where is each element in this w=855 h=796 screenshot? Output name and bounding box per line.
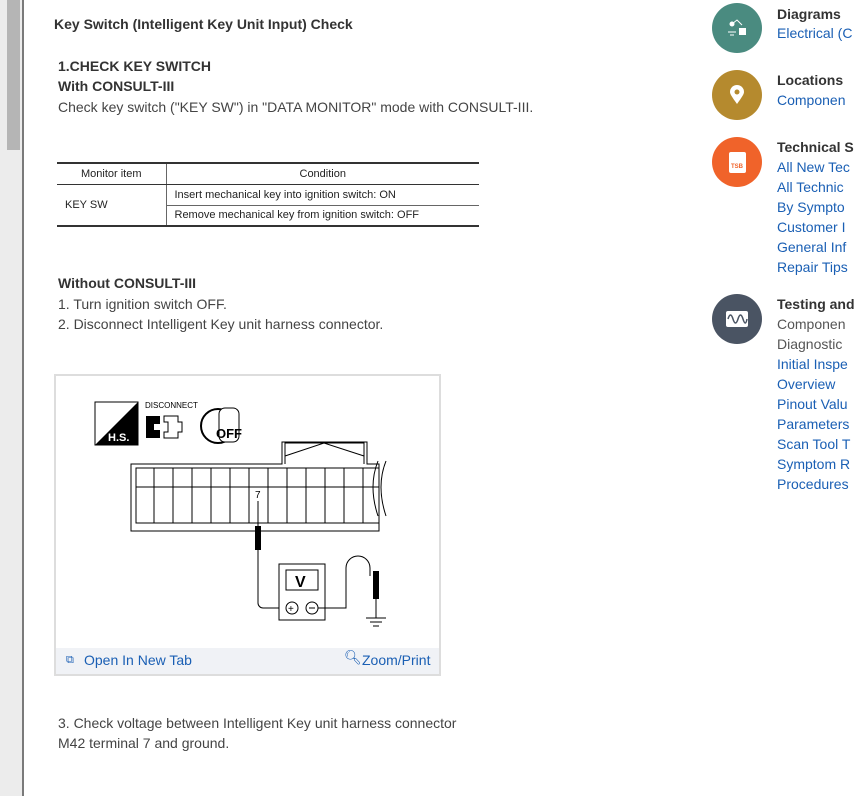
testing-item: Diagnostic [777, 336, 843, 352]
monitor-item: KEY SW [57, 184, 166, 226]
monitor-table [57, 162, 479, 227]
testing-link[interactable]: Overview [777, 376, 836, 392]
testing-link[interactable]: Pinout Valu [777, 396, 848, 412]
testing-link[interactable]: Parameters [777, 416, 850, 432]
terminal-label: 7 [255, 490, 261, 501]
page-title: Key Switch (Intelligent Key Unit Input) Check [54, 16, 353, 32]
condition: Insert mechanical key into ignition switch: ON [166, 184, 479, 205]
location-pin-icon[interactable] [712, 70, 762, 120]
open-in-new-tab-link[interactable]: Open In New Tab [84, 652, 192, 668]
divider [22, 0, 24, 796]
diagrams-icon[interactable] [712, 3, 762, 53]
tsb-link[interactable]: All Technic [777, 179, 844, 195]
locations-heading: Locations [777, 72, 844, 88]
step3-line: 3. Check voltage between Intelligent Key unit harness connector [58, 715, 457, 731]
testing-link[interactable]: Symptom R [777, 456, 851, 472]
col-condition: Condition [166, 163, 479, 184]
step: 1. Turn ignition switch OFF. [58, 296, 227, 312]
testing-link[interactable]: Procedures [777, 476, 849, 492]
waveform-icon[interactable] [712, 294, 762, 344]
scrollbar-thumb[interactable] [7, 0, 20, 150]
testing-heading: Testing and [777, 296, 855, 312]
figure [54, 374, 441, 676]
step1-heading: 1.CHECK KEY SWITCH [58, 58, 211, 74]
step1-sub: With CONSULT-III [58, 78, 175, 94]
scrollbar[interactable] [0, 0, 22, 796]
testing-link[interactable]: Scan Tool T [777, 436, 851, 452]
disconnect-label: DISCONNECT [145, 401, 198, 410]
col-monitor-item: Monitor item [57, 163, 166, 184]
tsb-document-icon[interactable]: TSB [712, 137, 762, 187]
tsb-link[interactable]: Customer I [777, 219, 846, 235]
zoom-print-link[interactable]: Zoom/Print [362, 652, 431, 668]
ignition-off-icon [201, 408, 242, 443]
testing-link[interactable]: Initial Inspe [777, 356, 848, 372]
tsb-link[interactable]: All New Tec [777, 159, 850, 175]
locations-link[interactable]: Componen [777, 92, 846, 108]
tsb-heading: Technical S [777, 139, 854, 155]
svg-text:H.S.: H.S. [108, 432, 130, 444]
testing-item: Componen [777, 316, 846, 332]
svg-text:OFF: OFF [216, 426, 242, 441]
open-tab-icon[interactable]: ⧉ [66, 654, 74, 666]
step: 2. Disconnect Intelligent Key unit harness connector. [58, 316, 384, 332]
svg-text:+: + [288, 604, 294, 615]
tsb-link[interactable]: General Inf [777, 239, 847, 255]
diagrams-link[interactable]: Electrical (C [777, 25, 853, 41]
disconnect-icon [146, 416, 182, 438]
hs-icon [95, 402, 138, 445]
diagrams-heading: Diagrams [777, 6, 841, 22]
zoom-icon[interactable]: 🔍︎ [344, 649, 362, 665]
step1-text: Check key switch ("KEY SW") in "DATA MONITOR" mode with CONSULT-III. [58, 99, 534, 115]
figure-toolbar [56, 648, 439, 674]
tsb-link[interactable]: By Sympto [777, 199, 845, 215]
condition: Remove mechanical key from ignition switch: OFF [174, 209, 420, 222]
connector-diagram [56, 376, 439, 648]
svg-text:V: V [295, 574, 306, 591]
step3-line: M42 terminal 7 and ground. [58, 735, 230, 751]
without-heading: Without CONSULT-III [58, 275, 197, 291]
tsb-link[interactable]: Repair Tips [777, 259, 848, 275]
